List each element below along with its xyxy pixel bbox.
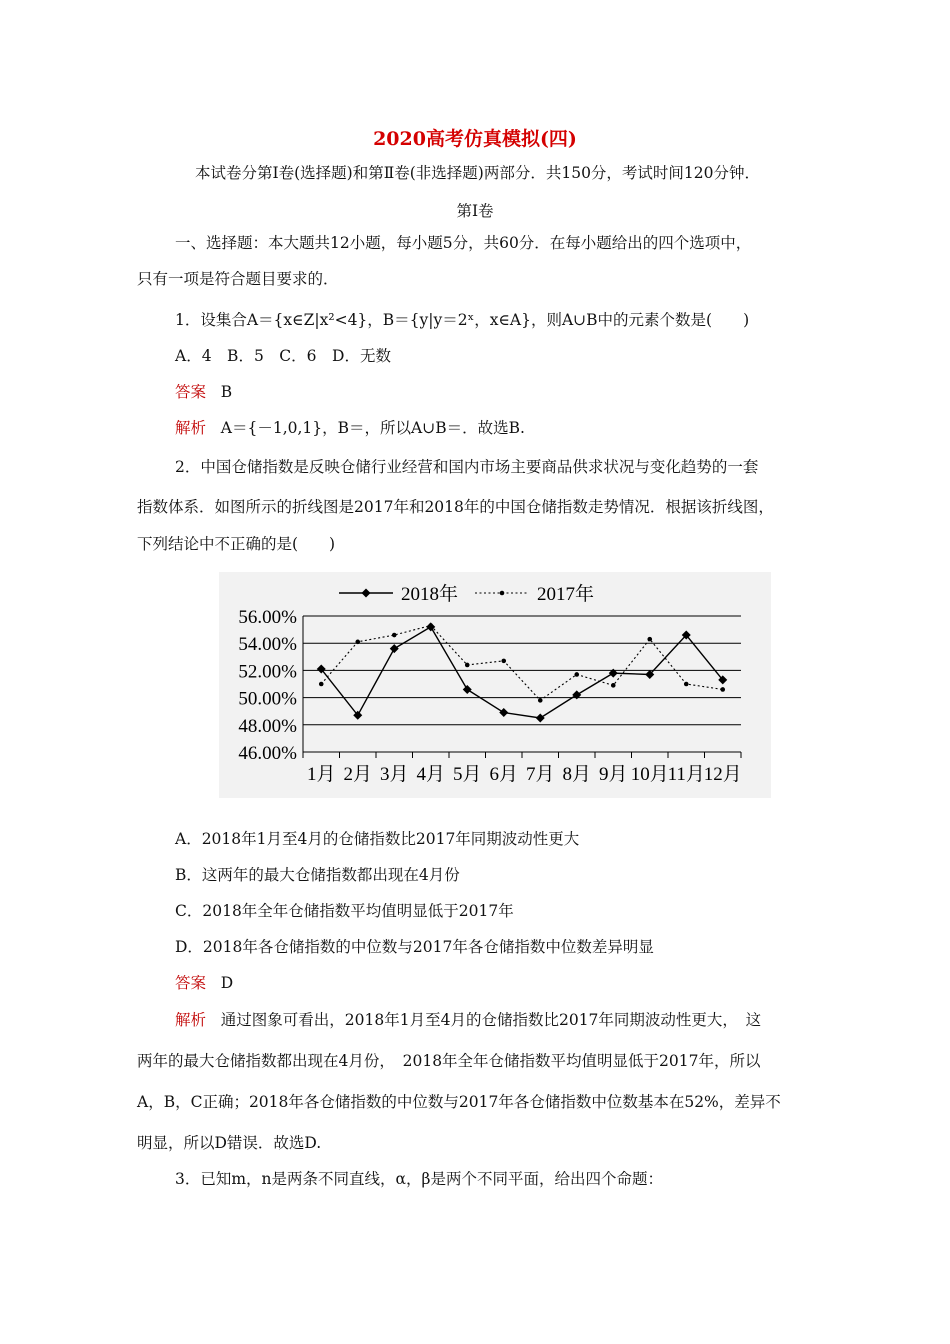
q1-analysis-text: A＝{－1,0,1}，B＝，所以A∪B＝．故选B. (220, 419, 525, 437)
y-tick-label: 52.00% (238, 661, 297, 683)
q3-stem: 3．已知m，n是两条不同直线，α，β是两个不同平面，给出四个命题： (175, 1170, 663, 1188)
y-tick-label: 48.00% (238, 715, 297, 737)
q2-analysis-label: 解析 (175, 1011, 207, 1029)
x-tick-label: 6月 (489, 764, 519, 785)
data-point-2017年 (720, 687, 725, 692)
q1-stem: 1．设集合A＝{x∈Z|x²<4}，B＝{y|y＝2ˣ，x∈A}，则A∪B中的元素个数是( ) (175, 311, 750, 329)
q1-analysis-row (175, 418, 525, 438)
data-point-2017年 (465, 663, 470, 668)
data-point-2017年 (684, 682, 689, 687)
q2-option-d: D．2018年各仓储指数的中位数与2017年各仓储指数中位数差异明显 (175, 938, 654, 956)
q2-answer-row (175, 973, 233, 993)
q2-analysis-line4: 明显，所以D错误．故选D. (137, 1134, 322, 1152)
data-point-2017年 (501, 659, 506, 664)
q1-analysis-label: 解析 (175, 419, 207, 437)
data-point-2017年 (392, 633, 397, 638)
part1-instructions-line2: 只有一项是符合题目要求的． (137, 270, 339, 288)
legend-marker-2018年 (362, 589, 371, 598)
q1-options: A．4 B．5 C．6 D．无数 (175, 347, 391, 365)
data-point-2017年 (611, 683, 616, 688)
data-point-2018年 (390, 644, 399, 653)
series-line-2017年 (321, 626, 723, 701)
data-point-2018年 (499, 708, 508, 717)
series-line-2018年 (321, 627, 723, 718)
y-tick-label: 46.00% (238, 743, 297, 764)
data-point-2018年 (536, 714, 545, 723)
data-point-2017年 (538, 698, 543, 703)
data-point-2017年 (574, 672, 579, 677)
section-heading: 第Ⅰ卷 (456, 202, 494, 220)
exam-intro: 本试卷分第Ⅰ卷(选择题)和第Ⅱ卷(非选择题)两部分．共150分，考试时间120分钟． (195, 164, 761, 182)
legend-label: 2017年 (537, 584, 595, 605)
q2-analysis-line3: A，B，C正确；2018年各仓储指数的中位数与2017年各仓储指数中位数基本在52%，差异不 (137, 1093, 781, 1111)
x-tick-label: 5月 (452, 764, 482, 785)
q1-answer-value: B (220, 383, 233, 401)
data-point-2017年 (355, 640, 360, 645)
y-tick-label: 50.00% (238, 688, 297, 710)
page-title: 2020高考仿真模拟(四) (373, 128, 577, 150)
warehouse-index-line-chart (219, 572, 771, 798)
q2-answer-label: 答案 (175, 974, 207, 992)
x-tick-label: 1月 (306, 764, 336, 785)
x-tick-label: 11月 (667, 764, 705, 785)
data-point-2018年 (463, 685, 472, 694)
x-tick-label: 7月 (525, 764, 555, 785)
data-point-2017年 (319, 682, 324, 687)
q2-analysis-text-line1: 通过图象可看出，2018年1月至4月的仓储指数比2017年同期波动性更大， 这 (220, 1011, 762, 1029)
part1-instructions-line1: 一、选择题：本大题共12小题，每小题5分，共60分．在每小题给出的四个选项中， (175, 234, 752, 252)
q2-analysis-line2: 两年的最大仓储指数都出现在4月份， 2018年全年仓储指数平均值明显低于2017年，所以 (137, 1052, 761, 1070)
q1-answer-label: 答案 (175, 383, 207, 401)
x-tick-label: 2月 (343, 764, 373, 785)
legend-label: 2018年 (401, 584, 459, 605)
x-tick-label: 12月 (703, 764, 742, 785)
y-tick-label: 54.00% (238, 634, 297, 656)
x-tick-label: 3月 (379, 764, 409, 785)
y-tick-label: 56.00% (238, 607, 297, 628)
x-tick-label: 8月 (562, 764, 592, 785)
q2-stem-line3: 下列结论中不正确的是( ) (137, 535, 336, 553)
q2-stem-line1: 2．中国仓储指数是反映仓储行业经营和国内市场主要商品供求状况与变化趋势的一套 (175, 458, 759, 476)
x-tick-label: 10月 (630, 764, 669, 785)
x-tick-label: 4月 (416, 764, 446, 785)
q1-answer-row (175, 382, 232, 402)
q2-answer-value: D (220, 974, 234, 992)
q2-analysis-row1 (175, 1010, 761, 1030)
legend-marker-2017年 (500, 591, 505, 596)
q2-option-c: C．2018年全年仓储指数平均值明显低于2017年 (175, 902, 514, 920)
data-point-2017年 (428, 623, 433, 628)
q2-chart (219, 572, 771, 798)
x-tick-label: 9月 (598, 764, 628, 785)
q2-option-b: B．这两年的最大仓储指数都出现在4月份 (175, 866, 460, 884)
data-point-2017年 (647, 637, 652, 642)
q2-stem-line2: 指数体系．如图所示的折线图是2017年和2018年的中国仓储指数走势情况．根据该折线图， (137, 498, 774, 516)
q2-option-a: A．2018年1月至4月的仓储指数比2017年同期波动性更大 (175, 830, 580, 848)
